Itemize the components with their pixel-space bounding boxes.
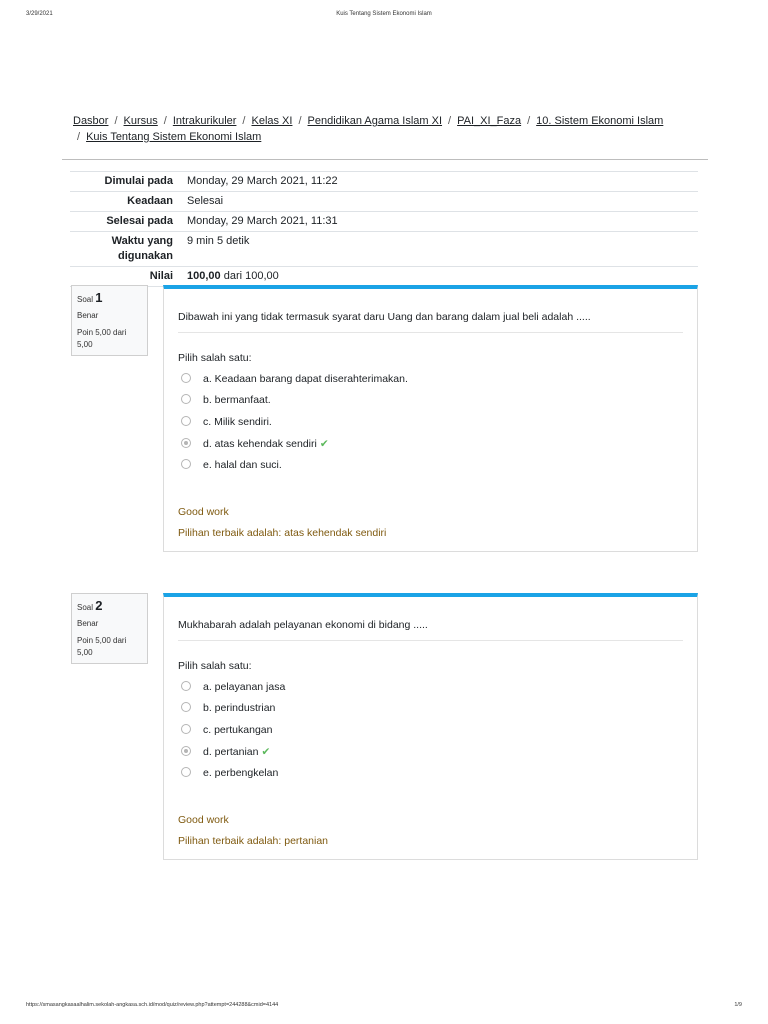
question-state: Benar: [77, 619, 99, 628]
breadcrumb-separator: /: [527, 115, 531, 127]
breadcrumb-intrakurikuler[interactable]: Intrakurikuler: [172, 115, 237, 127]
question-number-value: 1: [95, 290, 103, 305]
breadcrumb-separator: /: [163, 115, 167, 127]
breadcrumb-separator: /: [114, 115, 118, 127]
answer-option-d[interactable]: [181, 745, 270, 759]
breadcrumb-course[interactable]: Pendidikan Agama Islam XI: [307, 115, 443, 127]
grade-label: Nilai: [149, 270, 173, 282]
answer-prompt: Pilih salah satu:: [178, 660, 252, 672]
print-date: 3/29/2021: [26, 11, 53, 17]
option-label: d. atas kehendak sendiri: [203, 438, 317, 450]
summary-row-time: [70, 232, 698, 267]
breadcrumb-separator: /: [77, 131, 81, 143]
answer-option-a[interactable]: [181, 680, 285, 694]
time-taken-value: 9 min 5 detik: [187, 235, 250, 247]
right-answer-text: Pilihan terbaik adalah: atas kehendak sendiri: [178, 527, 387, 539]
option-label: c. Milik sendiri.: [203, 416, 272, 428]
check-icon: ✔: [319, 438, 329, 450]
option-label: a. pelayanan jasa: [203, 681, 286, 693]
breadcrumb-separator: /: [242, 115, 246, 127]
question-number-value: 2: [95, 598, 103, 613]
completed-label: Selesai pada: [106, 215, 173, 227]
answer-option-c[interactable]: [181, 723, 272, 737]
option-label: e. perbengkelan: [203, 767, 279, 779]
radio-button[interactable]: [181, 416, 191, 426]
radio-button[interactable]: [181, 724, 191, 734]
question-text: Mukhabarah adalah pelayanan ekonomi di bidang .....: [178, 619, 428, 631]
print-page-number: 1/9: [734, 1002, 742, 1008]
soal-label: Soal: [77, 295, 94, 304]
question-number: [77, 290, 143, 305]
attempt-summary-table: [70, 171, 698, 287]
feedback-text: Good work: [178, 814, 229, 826]
option-label: b. perindustrian: [203, 702, 276, 714]
header-divider: [62, 159, 708, 160]
question-text: Dibawah ini yang tidak termasuk syarat daru Uang dan barang dalam jual beli adalah .....: [178, 311, 591, 323]
time-taken-label: Waktu yang digunakan: [111, 235, 173, 262]
option-label: c. pertukangan: [203, 724, 273, 736]
breadcrumb-topic[interactable]: 10. Sistem Ekonomi Islam: [536, 115, 664, 127]
option-label: d. pertanian: [203, 746, 259, 758]
radio-button[interactable]: [181, 681, 191, 691]
started-label: Dimulai pada: [104, 175, 173, 187]
radio-button[interactable]: [181, 459, 191, 469]
answer-option-c[interactable]: [181, 415, 272, 429]
check-icon: ✔: [261, 746, 271, 758]
answer-option-b[interactable]: [181, 701, 275, 715]
summary-row-grade: [70, 267, 698, 287]
answer-option-d[interactable]: [181, 437, 329, 451]
radio-button[interactable]: [181, 394, 191, 404]
print-title: Kuis Tentang Sistem Ekonomi Islam: [336, 11, 432, 17]
radio-button-selected[interactable]: [181, 746, 191, 756]
feedback-text: Good work: [178, 506, 229, 518]
state-label: Keadaan: [127, 195, 173, 207]
radio-button[interactable]: [181, 373, 191, 383]
option-label: b. bermanfaat.: [203, 394, 271, 406]
summary-row-state: [70, 192, 698, 212]
breadcrumb-kelas[interactable]: Kelas XI: [251, 115, 293, 127]
started-value: Monday, 29 March 2021, 11:22: [187, 175, 338, 187]
question-number: [77, 598, 143, 613]
question-state: Benar: [77, 311, 99, 320]
breadcrumb-kursus[interactable]: Kursus: [123, 115, 158, 127]
answer-option-b[interactable]: [181, 393, 271, 407]
option-label: a. Keadaan barang dapat diserahterimakan.: [203, 373, 408, 385]
question-info-1: [71, 285, 148, 356]
question-box-2: [163, 593, 698, 860]
question-info-2: [71, 593, 148, 664]
radio-button[interactable]: [181, 767, 191, 777]
state-value: Selesai: [187, 195, 224, 207]
breadcrumb: [73, 113, 673, 145]
radio-button-selected[interactable]: [181, 438, 191, 448]
grade-suffix: dari 100,00: [223, 270, 279, 282]
summary-row-completed: [70, 212, 698, 232]
print-url: https://smasangkasaalhalim.sekolah-angkasa.sch.id/mod/quiz/review.php?attempt=244288&cmid=4144: [26, 1002, 279, 1008]
radio-button[interactable]: [181, 702, 191, 712]
completed-value: Monday, 29 March 2021, 11:31: [187, 215, 338, 227]
question-box-1: [163, 285, 698, 552]
summary-row-started: [70, 172, 698, 192]
breadcrumb-separator: /: [298, 115, 302, 127]
breadcrumb-quiz[interactable]: Kuis Tentang Sistem Ekonomi Islam: [86, 131, 262, 143]
grade-value: 100,00: [187, 270, 221, 282]
question-points: Poin 5,00 dari 5,00: [77, 328, 127, 349]
grade-value-cell: [181, 267, 698, 287]
right-answer-text: Pilihan terbaik adalah: pertanian: [178, 835, 329, 847]
option-label: e. halal dan suci.: [203, 459, 282, 471]
breadcrumb-dasbor[interactable]: Dasbor: [73, 115, 109, 127]
question-divider: [178, 640, 683, 641]
soal-label: Soal: [77, 603, 94, 612]
question-points: Poin 5,00 dari 5,00: [77, 636, 127, 657]
answer-option-a[interactable]: [181, 372, 408, 386]
question-divider: [178, 332, 683, 333]
answer-option-e[interactable]: [181, 766, 278, 780]
breadcrumb-group[interactable]: PAI_XI_Faza: [457, 115, 522, 127]
answer-option-e[interactable]: [181, 458, 282, 472]
breadcrumb-separator: /: [448, 115, 452, 127]
answer-prompt: Pilih salah satu:: [178, 352, 252, 364]
